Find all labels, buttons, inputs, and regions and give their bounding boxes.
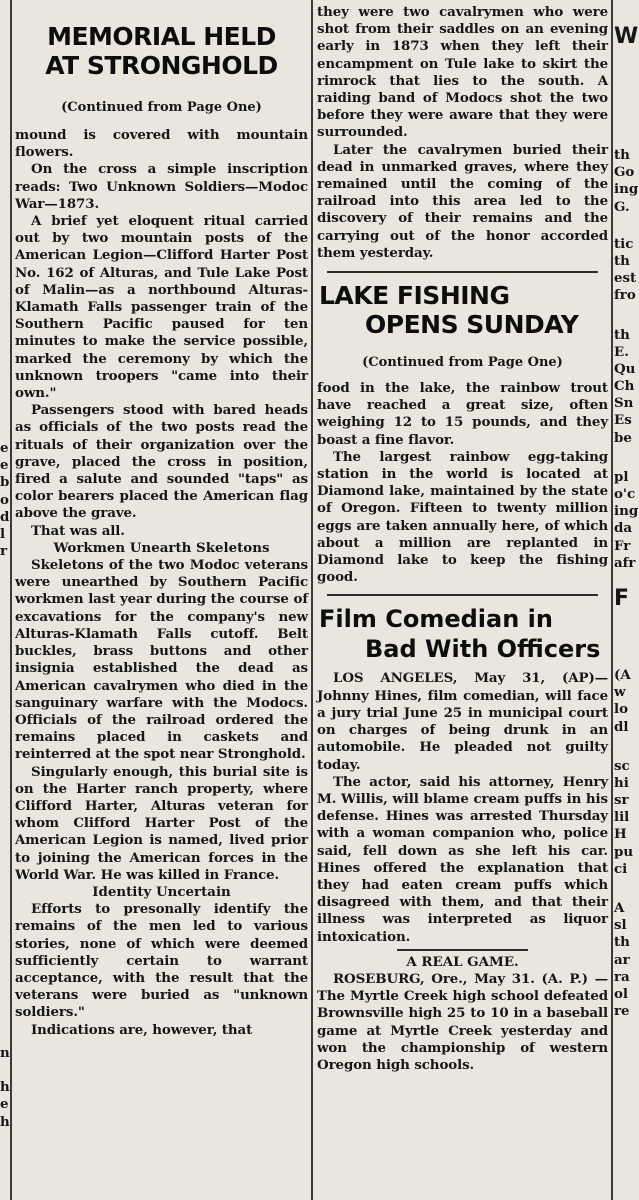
right-edge-fragment: th <box>614 934 630 951</box>
memorial-continued-paragraph: Later the cavalrymen buried their dead in unmarked graves, where they remained until the coming of the railroad into this area led to the discovery of their remains and the carrying out of the honor accorded them yesterday. <box>317 141 608 261</box>
right-edge-fragment: be <box>614 429 632 446</box>
fishing-paragraph: food in the lake, the rainbow trout have reached a great size, often weighing 12 to 15 pounds, and they boast a fine flavor. <box>317 380 608 448</box>
memorial-subhead: Identity Uncertain <box>92 883 231 900</box>
right-edge-fragment: Es <box>614 412 632 429</box>
article-divider <box>327 594 598 596</box>
column-rule <box>611 0 613 1200</box>
right-edge-fragment: Go <box>614 164 635 181</box>
left-edge-fragment: e <box>0 1096 9 1113</box>
right-edge-fragment: ing <box>614 503 639 520</box>
left-edge-fragment: n <box>0 1045 10 1061</box>
game-headline: A REAL GAME. <box>406 953 519 970</box>
right-edge-fragment: Fr <box>614 537 631 554</box>
right-edge-fragment: ci <box>614 860 628 877</box>
right-edge-fragment: th <box>614 252 630 269</box>
memorial-subhead: Workmen Unearth Skeletons <box>53 539 270 556</box>
right-edge-fragment: lo <box>614 701 629 718</box>
right-edge-fragment: Ch <box>614 378 635 395</box>
right-edge-fragment: hi <box>614 774 629 791</box>
left-edge-fragment: o <box>0 491 9 508</box>
article-divider <box>397 949 528 951</box>
column-rule <box>10 0 12 1200</box>
right-edge-fragment: lil <box>614 809 630 826</box>
right-edge-letter: F <box>614 585 630 611</box>
memorial-paragraph: A brief yet eloquent ritual carried out by two mountain posts of the American Legion—Clifford Harter Post No. 162 of Alturas, and Tule Lake Post of Malin—as a northbound Alturas-Klamath Falls passenger train of the Southern Pacific paused for ten minutes to make the service possible, marked the ceremony by which the unknown troopers "came into their own." <box>15 213 308 402</box>
memorial-continued-note: (Continued from Page One) <box>61 100 262 115</box>
left-edge-fragment: h <box>0 1079 10 1096</box>
memorial-paragraph: On the cross a simple inscription reads: Two Unknown Soldiers—Modoc War—1873. <box>15 161 308 212</box>
memorial-paragraph: That was all. <box>31 522 125 539</box>
right-edge-fragment: sl <box>614 917 627 934</box>
right-edge-fragment: da <box>614 520 633 537</box>
column-rule <box>311 0 313 1200</box>
left-edge-fragment: h <box>0 1113 10 1130</box>
right-edge-letter: W <box>614 24 639 49</box>
right-edge-fragment: fro <box>614 287 636 304</box>
right-edge-fragment: ra <box>614 968 630 985</box>
fishing-continued-note: (Continued from Page One) <box>362 355 563 371</box>
left-edge-fragment: b <box>0 474 10 491</box>
right-edge-fragment: H <box>614 826 627 843</box>
memorial-paragraph: mound is covered with mountain flowers. <box>15 127 308 161</box>
left-edge-fragment: e <box>0 440 9 456</box>
article-divider <box>327 271 598 273</box>
memorial-paragraph: Singularly enough, this burial site is on the Harter ranch property, where Clifford Harter, Alturas veteran for whom Clifford Harter Post of the American Legion is named, lived prior to joining the American forces in the World War. He was killed in France. <box>15 763 308 883</box>
memorial-article <box>15 0 308 1200</box>
right-edge-fragment: th <box>614 326 630 343</box>
left-edge-fragment: e <box>0 457 9 474</box>
left-edge-fragments-bottom <box>0 1045 8 1131</box>
right-edge-fragment: G. <box>614 198 630 215</box>
right-edge-fragment: dl <box>614 718 629 735</box>
right-edge-fragment: Sn <box>614 395 634 412</box>
right-edge-fragment: E. <box>614 343 629 360</box>
game-paragraph: ROSEBURG, Ore., May 31. (A. P.) — The Myrtle Creek high school defeated Brownsville high 25 to 10 in a baseball game at Myrtle Creek yesterday and won the championship of western Oregon high schools. <box>317 970 608 1073</box>
fishing-paragraph: The largest rainbow egg-taking station in the world is located at Diamond lake, maintained by the state of Oregon. Fifteen to twenty million eggs are taken annually here, of which about a million are replanted in Diamond lake to keep the fishing good. <box>317 448 608 586</box>
memorial-paragraph: Passengers stood with bared heads as officials of the two posts read the rituals of their organization over the grave, placed the cross in position, fired a salute and sounded "taps" as color bearers placed the American flag above the grave. <box>15 402 308 522</box>
left-edge-fragments <box>0 440 8 560</box>
right-edge-fragment: th <box>614 147 630 163</box>
right-edge-fragment: A <box>614 900 625 916</box>
right-edge-fragment: ing <box>614 181 639 198</box>
memorial-continued-paragraph: they were two cavalrymen who were shot from their saddles on an evening early in 1873 when they left their encampment on Tule lake to skirt the rimrock that lies to the south. A raiding band of Modocs shot the two before they were aware that they were surrounded. <box>317 4 608 141</box>
right-edge-fragment: est <box>614 270 637 287</box>
memorial-paragraph: Indications are, however, that <box>31 1021 253 1038</box>
right-edge-fragment: sr <box>614 792 629 809</box>
memorial-paragraph: Skeletons of the two Modoc veterans were unearthed by Southern Pacific workmen last year during the course of excavations for the company's new Alturas-Klamath Falls cutoff. Belt buckles, brass buttons and other insignia established the dead as American cavalrymen who died in the sanguinary warfare with the Modocs. Officials of the railroad ordered the remains placed in caskets and reinterred at the spot near Stronghold. <box>15 557 308 763</box>
right-edge-fragment: tic <box>614 235 634 252</box>
right-edge-fragment: afr <box>614 554 636 571</box>
right-edge-fragment: pl <box>614 468 629 485</box>
left-edge-fragment: r <box>0 543 8 560</box>
left-edge-fragment: l <box>0 525 6 542</box>
right-edge-fragments <box>614 0 639 1200</box>
comedian-headline: Film Comedian in Bad With Officers <box>319 605 601 664</box>
right-edge-fragment: w <box>614 684 626 701</box>
comedian-paragraph: LOS ANGELES, May 31, (AP)—Johnny Hines, film comedian, will face a jury trial June 25 in municipal court on charges of being drunk in an automobile. He pleaded not guilty today. <box>317 670 608 773</box>
right-edge-fragment: ar <box>614 951 630 968</box>
right-edge-fragment: sc <box>614 757 630 774</box>
right-edge-fragment: Qu <box>614 360 636 377</box>
left-edge-fragment: d <box>0 508 10 525</box>
comedian-paragraph: The actor, said his attorney, Henry M. Willis, will blame cream puffs in his defense. Hines was arrested Thursday with a woman companion who, police said, fell down as she left his car. Hines offered the explanation that they had eaten cream puffs which disagreed with them, and that their illness was interpreted as liquor intoxication. <box>317 773 608 945</box>
fishing-headline: LAKE FISHING OPENS SUNDAY <box>319 281 579 340</box>
right-edge-fragment: ol <box>614 985 629 1002</box>
right-edge-fragment: o'c <box>614 486 636 502</box>
memorial-headline: MEMORIAL HELD AT STRONGHOLD <box>45 22 278 80</box>
right-edge-fragment: re <box>614 1003 630 1020</box>
center-column <box>317 0 608 1200</box>
right-edge-fragment: (A <box>614 666 631 683</box>
memorial-paragraph: Efforts to presonally identify the remains of the men led to various stories, none of which were deemed sufficiently certain to warrant acceptance, with the result that the veterans were buried as "unknown soldiers." <box>15 901 308 1021</box>
right-edge-fragment: pu <box>614 843 634 860</box>
